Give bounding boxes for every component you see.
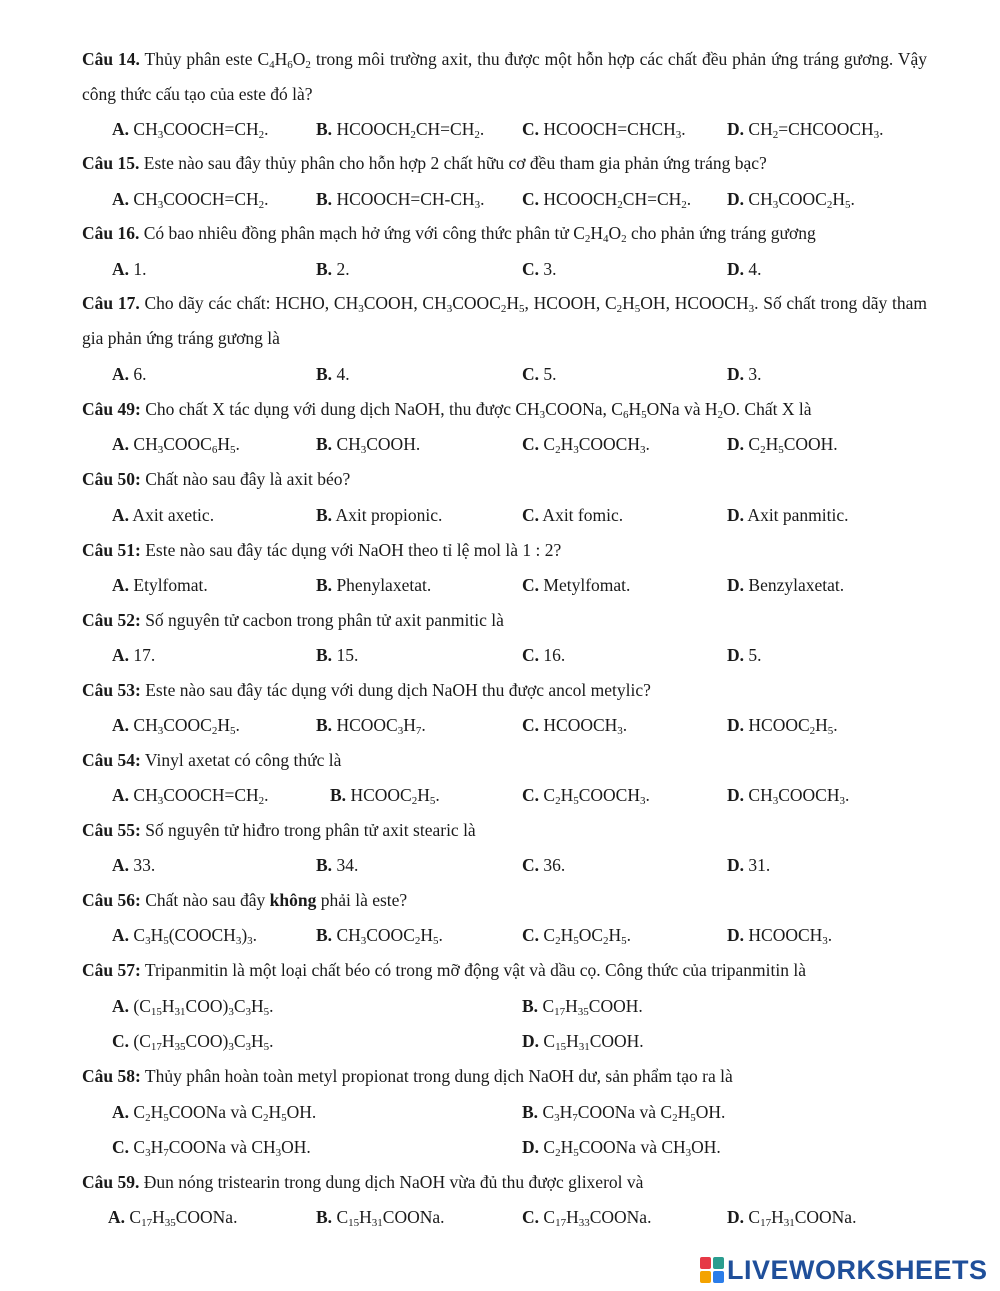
question-stem — [82, 1059, 927, 1094]
option-letter: C. — [522, 189, 540, 209]
question-number: Câu 59. — [82, 1172, 140, 1192]
option-letter: B. — [316, 925, 333, 945]
option-letter: A. — [112, 575, 130, 595]
option-letter: B. — [316, 119, 333, 139]
option-text: $CH_3COOCH_3$. — [744, 785, 850, 807]
option-letter: A. — [112, 785, 130, 805]
option-text: 3. — [539, 259, 557, 279]
option-letter: D. — [522, 1137, 540, 1157]
question-stem — [82, 392, 927, 427]
option-letter: D. — [727, 925, 745, 945]
answer-option[interactable] — [727, 568, 844, 603]
answer-option[interactable] — [112, 918, 257, 953]
option-letter: D. — [522, 1031, 540, 1051]
liveworksheets-logo-icon — [700, 1257, 724, 1283]
option-text: 4. — [332, 364, 350, 384]
option-text: $HCOOC_3H_7$. — [332, 715, 426, 737]
option-text: $C_3H_7COONa$ và $C_2H_5OH$. — [538, 1102, 726, 1124]
answer-option[interactable] — [727, 1200, 856, 1235]
answer-option[interactable] — [522, 568, 630, 603]
option-text: $HCOOC_2H_5$. — [744, 715, 838, 737]
answer-option[interactable] — [112, 252, 147, 287]
liveworksheets-logo — [700, 1254, 988, 1286]
option-text: Phenylaxetat. — [332, 575, 432, 595]
option-letter: C. — [522, 855, 540, 875]
option-text: $C_2H_5COOCH_3$. — [539, 785, 650, 807]
option-text: 5. — [539, 364, 557, 384]
option-letter: B. — [316, 434, 333, 454]
question-stem — [82, 743, 927, 778]
option-letter: C. — [112, 1031, 130, 1051]
option-text: $CH_3COOC_6H_5$. — [129, 434, 240, 456]
option-letter: A. — [112, 505, 130, 525]
option-letter: A. — [108, 1207, 126, 1227]
option-text: Axit propionic. — [332, 505, 443, 525]
question-text: Vinyl axetat có công thức là — [140, 750, 342, 770]
question-text: Chất nào sau đây là axit béo? — [140, 469, 351, 489]
answer-option[interactable] — [316, 357, 350, 392]
option-letter: A. — [112, 996, 130, 1016]
option-letter: C. — [522, 785, 540, 805]
option-text: $C_2H_5COONa$ và $CH_3OH$. — [539, 1137, 721, 1159]
option-text: $(C_{15}H_{31}COO)_3C_3H_5$. — [129, 996, 274, 1018]
option-text: $(C_{17}H_{35}COO)_3C_3H_5$. — [129, 1031, 274, 1053]
answer-option[interactable] — [727, 112, 884, 147]
option-text: $CH_3COOC_2H_5$. — [744, 189, 855, 211]
answer-option[interactable] — [727, 848, 770, 883]
question-number: Câu 54: — [82, 750, 141, 770]
answer-option[interactable] — [112, 778, 269, 813]
option-text: $C_{15}H_{31}COOH$. — [539, 1031, 644, 1053]
question-stem — [82, 216, 927, 251]
option-text: $CH_3COOCH=CH_2$. — [129, 785, 269, 807]
answer-option[interactable] — [727, 918, 832, 953]
option-text: 33. — [129, 855, 156, 875]
option-letter: C. — [522, 575, 540, 595]
answer-option[interactable] — [522, 1130, 721, 1165]
option-letter: A. — [112, 364, 130, 384]
question-number: Câu 14. — [82, 49, 140, 69]
answer-option[interactable] — [112, 708, 240, 743]
answer-option[interactable] — [522, 498, 623, 533]
option-text: 3. — [744, 364, 762, 384]
option-letter: B. — [316, 189, 333, 209]
answer-option[interactable] — [316, 638, 358, 673]
option-text: 4. — [744, 259, 762, 279]
answer-option[interactable] — [727, 357, 762, 392]
answer-option[interactable] — [522, 1095, 725, 1130]
option-letter: B. — [316, 715, 333, 735]
option-letter: A. — [112, 925, 130, 945]
option-text: $CH_2=CHCOOCH_3$. — [744, 119, 884, 141]
answer-option[interactable] — [522, 1024, 644, 1059]
question-text: Thủy phân hoàn toàn metyl propionat trong dung dịch NaOH dư, sản phẩm tạo ra là — [140, 1066, 733, 1086]
answer-option[interactable] — [112, 357, 147, 392]
question-text: Số nguyên tử cacbon trong phân tử axit panmitic là — [140, 610, 504, 630]
option-letter: A. — [112, 645, 130, 665]
answer-option[interactable] — [316, 427, 420, 462]
option-text: 17. — [129, 645, 156, 665]
option-text: $HCOOCH=CH-CH_3$. — [332, 189, 485, 211]
option-letter: C. — [112, 1137, 130, 1157]
option-text: $C_2H_5COONa$ và $C_2H_5OH$. — [129, 1102, 317, 1124]
option-letter: A. — [112, 434, 130, 454]
answer-option[interactable] — [522, 1200, 651, 1235]
answer-option[interactable] — [316, 112, 484, 147]
option-letter: A. — [112, 1102, 130, 1122]
question-stem — [82, 673, 927, 708]
option-letter: B. — [316, 505, 333, 525]
answer-option[interactable] — [522, 252, 557, 287]
option-text: $C_{15}H_{31}COONa$. — [332, 1207, 445, 1229]
answer-option[interactable] — [330, 778, 440, 813]
answer-option[interactable] — [112, 568, 208, 603]
answer-option[interactable] — [522, 182, 691, 217]
option-letter: C. — [522, 715, 540, 735]
option-text: $C_{17}H_{33}COONa$. — [539, 1207, 652, 1229]
option-text: $C_3H_7COONa$ và $CH_3OH$. — [129, 1137, 311, 1159]
option-text: $CH_3COOCH=CH_2$. — [129, 189, 269, 211]
option-letter: D. — [727, 505, 745, 525]
option-letter: D. — [727, 259, 745, 279]
question-stem — [82, 42, 927, 112]
question-number: Câu 56: — [82, 890, 141, 910]
answer-option[interactable] — [727, 252, 762, 287]
question-stem — [82, 533, 927, 568]
answer-option[interactable] — [522, 638, 565, 673]
option-text: 34. — [332, 855, 359, 875]
option-letter: C. — [522, 645, 540, 665]
answer-option[interactable] — [108, 1200, 237, 1235]
option-text: $C_{17}H_{35}COONa$. — [125, 1207, 238, 1229]
option-letter: B. — [316, 259, 333, 279]
answer-option[interactable] — [727, 638, 762, 673]
option-letter: D. — [727, 1207, 745, 1227]
question-number: Câu 57: — [82, 960, 141, 980]
answer-option[interactable] — [316, 568, 431, 603]
option-text: $C_2H_5COOH$. — [744, 434, 838, 456]
answer-option[interactable] — [522, 357, 557, 392]
option-text: $HCOOCH_2CH=CH_2$. — [332, 119, 485, 141]
question-number: Câu 50: — [82, 469, 141, 489]
question-text: Thủy phân este $C_4H_6O_2$ trong môi trường axit, thu được một hỗn hợp các chất đều phản ứng tráng gương. Vậy công thức cấu tạo của este đó là? — [82, 49, 927, 104]
option-text: $C_3H_5(COOCH_3)_3$. — [129, 925, 258, 947]
question-stem — [82, 1165, 927, 1200]
question-stem — [82, 813, 927, 848]
answer-option[interactable] — [727, 708, 838, 743]
answer-option[interactable] — [522, 918, 631, 953]
option-letter: C. — [522, 925, 540, 945]
option-text: $HCOOC_2H_5$. — [346, 785, 440, 807]
option-letter: D. — [727, 575, 745, 595]
question-stem — [82, 953, 927, 988]
option-letter: D. — [727, 855, 745, 875]
question-number: Câu 49: — [82, 399, 141, 419]
option-text: $C_{17}H_{31}COONa$. — [744, 1207, 857, 1229]
question-text: Cho dãy các chất: HCHO, $CH_3COOH$, $CH_3COOC_2H_5$, HCOOH, $C_2H_5OH$, $HCOOCH_3$. Số chất trong dãy tham gia phản ứng tráng gương là — [82, 293, 928, 348]
question-number: Câu 58: — [82, 1066, 141, 1086]
question-stem — [82, 462, 927, 497]
option-letter: B. — [316, 575, 333, 595]
question-number: Câu 51: — [82, 540, 141, 560]
option-letter: A. — [112, 119, 130, 139]
option-text: $HCOOCH=CHCH_3$. — [539, 119, 686, 141]
option-text: $CH_3COOCH=CH_2$. — [129, 119, 269, 141]
answer-option[interactable] — [112, 498, 214, 533]
question-stem — [82, 603, 927, 638]
question-text: Số nguyên tử hiđro trong phân tử axit stearic là — [140, 820, 476, 840]
answer-option[interactable] — [522, 708, 627, 743]
option-letter: A. — [112, 855, 130, 875]
answer-option[interactable] — [727, 778, 849, 813]
answer-option[interactable] — [112, 427, 240, 462]
option-text: Etylfomat. — [129, 575, 208, 595]
option-letter: D. — [727, 434, 745, 454]
option-text: Metylfomat. — [539, 575, 631, 595]
question-text: Este nào sau đây tác dụng với NaOH theo tỉ lệ mol là 1 : 2? — [140, 540, 562, 560]
answer-option[interactable] — [522, 989, 643, 1024]
answer-option[interactable] — [522, 427, 650, 462]
answer-option[interactable] — [112, 848, 155, 883]
answer-option[interactable] — [112, 638, 155, 673]
answer-option[interactable] — [522, 848, 565, 883]
option-letter: C. — [522, 1207, 540, 1227]
question-number: Câu 53: — [82, 680, 141, 700]
option-letter: C. — [522, 434, 540, 454]
option-letter: A. — [112, 259, 130, 279]
question-number: Câu 15. — [82, 153, 140, 173]
answer-option[interactable] — [112, 1130, 311, 1165]
option-text: Axit fomic. — [539, 505, 624, 525]
option-letter: B. — [316, 364, 333, 384]
question-stem — [82, 883, 927, 918]
option-text: 6. — [129, 364, 147, 384]
option-text: 1. — [129, 259, 147, 279]
option-text: 15. — [332, 645, 359, 665]
brand-wordmark: LIVEWORKSHEETS — [727, 1254, 988, 1285]
question-text: Cho chất X tác dụng với dung dịch NaOH, thu được $CH_3COONa$, $C_6H_5ONa$ và $H_2O$. Chất X là — [140, 399, 812, 421]
option-text: $C_{17}H_{35}COOH$. — [538, 996, 643, 1018]
option-letter: D. — [727, 715, 745, 735]
answer-option[interactable] — [522, 112, 686, 147]
option-letter: A. — [112, 715, 130, 735]
option-letter: D. — [727, 119, 745, 139]
answer-option[interactable] — [727, 427, 838, 462]
answer-option[interactable] — [316, 252, 350, 287]
question-text: Este nào sau đây tác dụng với dung dịch NaOH thu được ancol metylic? — [140, 680, 651, 700]
answer-option[interactable] — [112, 112, 269, 147]
option-letter: C. — [522, 505, 540, 525]
option-text: $CH_3COOH$. — [332, 434, 421, 456]
answer-option[interactable] — [316, 182, 485, 217]
option-text: $CH_3COOC_2H_5$. — [332, 925, 443, 947]
option-text: 5. — [744, 645, 762, 665]
question-text: Este nào sau đây thủy phân cho hỗn hợp 2 chất hữu cơ đều tham gia phản ứng tráng bạc? — [139, 153, 767, 173]
option-letter: D. — [727, 189, 745, 209]
option-text: $HCOOCH_3$. — [539, 715, 628, 737]
answer-option[interactable] — [727, 498, 849, 533]
option-letter: C. — [522, 259, 540, 279]
question-stem — [82, 286, 927, 356]
option-letter: D. — [727, 364, 745, 384]
option-letter: B. — [522, 1102, 539, 1122]
question-text: Có bao nhiêu đồng phân mạch hở ứng với công thức phân tử $C_2H_4O_2$ cho phản ứng tráng gương — [139, 223, 816, 245]
answer-option[interactable] — [316, 848, 358, 883]
option-text: $HCOOCH_2CH=CH_2$. — [539, 189, 692, 211]
option-letter: B. — [316, 645, 333, 665]
question-number: Câu 16. — [82, 223, 140, 243]
answer-option[interactable] — [316, 498, 442, 533]
option-text: $C_2H_3COOCH_3$. — [539, 434, 650, 456]
option-letter: A. — [112, 189, 130, 209]
question-number: Câu 52: — [82, 610, 141, 630]
option-letter: B. — [522, 996, 539, 1016]
option-text: 16. — [539, 645, 566, 665]
option-letter: D. — [727, 645, 745, 665]
option-text: Axit axetic. — [129, 505, 215, 525]
option-text: $CH_3COOC_2H_5$. — [129, 715, 240, 737]
answer-option[interactable] — [112, 989, 274, 1024]
answer-option[interactable] — [316, 708, 426, 743]
option-letter: B. — [316, 855, 333, 875]
option-text: $HCOOCH_3$. — [744, 925, 833, 947]
option-letter: B. — [330, 785, 347, 805]
answer-option[interactable] — [727, 182, 855, 217]
option-text: Axit panmitic. — [744, 505, 849, 525]
option-text: Benzylaxetat. — [744, 575, 845, 595]
answer-option[interactable] — [316, 1200, 445, 1235]
option-letter: C. — [522, 119, 540, 139]
answer-option[interactable] — [316, 918, 443, 953]
option-text: 36. — [539, 855, 566, 875]
answer-option[interactable] — [112, 1024, 274, 1059]
option-text: 31. — [744, 855, 771, 875]
question-number: Câu 55: — [82, 820, 141, 840]
option-text: $C_2H_5OC_2H_5$. — [539, 925, 632, 947]
question-text: Chất nào sau đây không phải là este? — [140, 890, 408, 910]
answer-option[interactable] — [522, 778, 650, 813]
answer-option[interactable] — [112, 182, 269, 217]
question-number: Câu 17. — [82, 293, 140, 313]
option-letter: C. — [522, 364, 540, 384]
question-stem — [82, 146, 927, 181]
option-text: 2. — [332, 259, 350, 279]
question-text: Tripanmitin là một loại chất béo có trong mỡ động vật và dầu cọ. Công thức của tripanmitin là — [140, 960, 806, 980]
option-letter: D. — [727, 785, 745, 805]
answer-option[interactable] — [112, 1095, 316, 1130]
question-text: Đun nóng tristearin trong dung dịch NaOH vừa đủ thu được glixerol và — [139, 1172, 644, 1192]
option-letter: B. — [316, 1207, 333, 1227]
